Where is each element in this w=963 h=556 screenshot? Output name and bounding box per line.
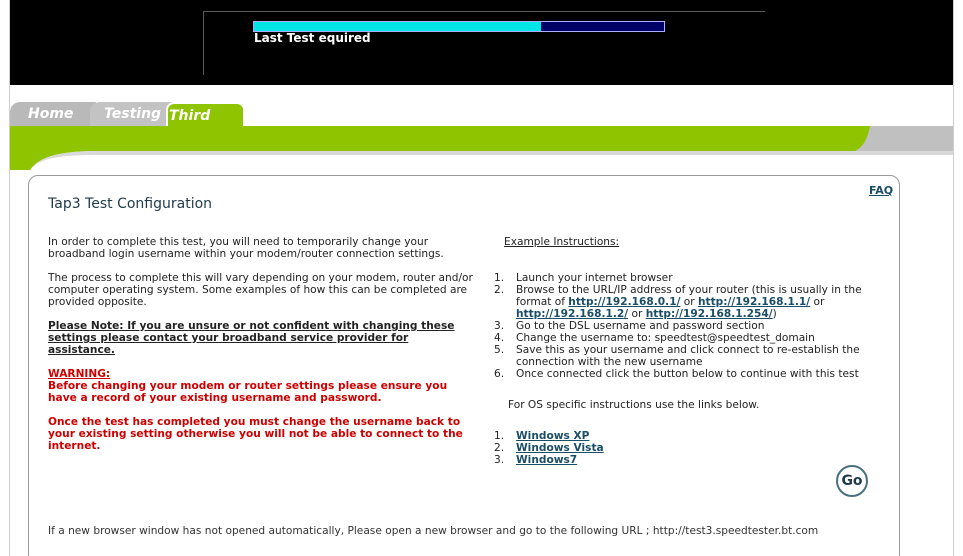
list-item: 5. Save this as your username and click connect to re-establish the connection with the new username <box>494 344 860 368</box>
router-url-link-1[interactable]: http://192.168.0.1/ <box>568 296 681 308</box>
info-column <box>48 236 478 464</box>
progress-label: Last Test equired <box>254 31 371 45</box>
list-item: 3. Windows7 <box>494 454 578 466</box>
warning-paragraph-2: Once the test has completed you must change the username back to your existing setting otherwise you will not be able to connect to the internet. <box>48 416 463 452</box>
process-paragraph: The process to complete this will vary depending on your modem, router and/or computer operating system. Some examples of how this can be completed are provided opposite. <box>48 272 473 308</box>
faq-link[interactable]: FAQ <box>869 184 894 197</box>
tab-home[interactable]: Home <box>10 102 96 126</box>
warning-title: WARNING: <box>48 368 111 380</box>
router-url-link-4[interactable]: http://192.168.1.254/ <box>645 308 773 320</box>
windows-vista-link[interactable]: Windows Vista <box>516 442 604 454</box>
instructions-column <box>492 236 892 466</box>
header-bar <box>10 0 953 85</box>
footer-instructions: If a new browser window has not opened automatically, Please open a new browser and go to the following URL ; http://test3.speedtester.bt.com <box>48 525 819 537</box>
progress-fill <box>254 22 541 31</box>
os-intro-text: For OS specific instructions use the links below. <box>508 399 760 411</box>
list-item: 1. Launch your internet browser <box>494 272 673 284</box>
os-links-list <box>492 430 892 466</box>
intro-paragraph: In order to complete this test, you will need to temporarily change your broadband login username within your modem/router connection settings. <box>48 236 444 260</box>
list-item: 2. Browse to the URL/IP address of your router (this is usually in the format of http://192.168.0.1/ or http://192.168.1.1/ or http://192.168.1.2/ or http://192.168.1.254/) <box>494 284 862 320</box>
windows-xp-link[interactable]: Windows XP <box>516 430 590 442</box>
go-button[interactable]: Go <box>836 465 868 497</box>
list-item: 3. Go to the DSL username and password section <box>494 320 765 332</box>
example-instructions-title: Example Instructions: <box>504 236 620 248</box>
warning-paragraph-1: Before changing your modem or router settings please ensure you have a record of your existing username and password. <box>48 380 448 404</box>
tab-testing[interactable]: Testing <box>90 102 176 126</box>
green-banner <box>10 126 953 170</box>
list-item: 2. Windows Vista <box>494 442 604 454</box>
steps-list <box>492 272 892 380</box>
tab-third-test[interactable]: Third <box>166 102 245 126</box>
list-item: 6. Once connected click the button below to continue with this test <box>494 368 859 380</box>
router-url-link-3[interactable]: http://192.168.1.2/ <box>516 308 629 320</box>
router-url-link-2[interactable]: http://192.168.1.1/ <box>698 296 811 308</box>
list-item: 1. Windows XP <box>494 430 590 442</box>
page-title: Tap3 Test Configuration <box>48 196 213 212</box>
nav-tabs <box>10 102 953 126</box>
list-item: 4. Change the username to: speedtest@speedtest_domain <box>494 332 815 344</box>
windows7-link[interactable]: Windows7 <box>516 454 578 466</box>
note-paragraph: Please Note: If you are unsure or not confident with changing these settings please contact your broadband service provider for assistance. <box>48 320 455 356</box>
